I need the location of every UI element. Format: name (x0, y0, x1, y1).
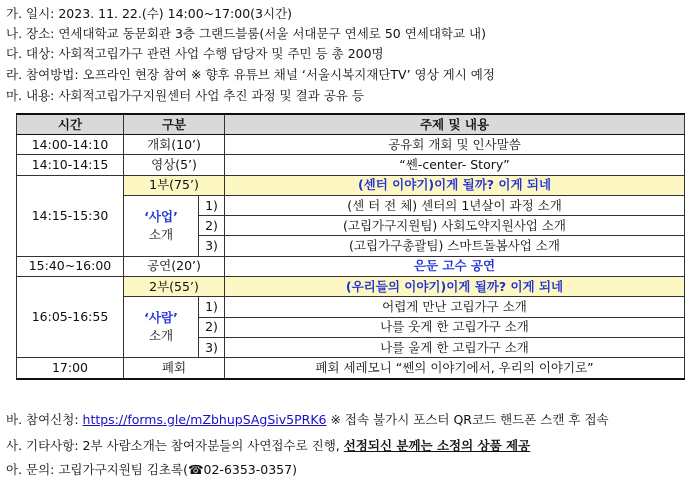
item-text: (고립가구지원팀) 사회도약지원사업 소개 (225, 216, 685, 236)
row-topic: 공유회 개회 및 인사말씀 (225, 135, 685, 155)
header-category: 구분 (124, 114, 225, 135)
item-number: 1) (199, 195, 225, 215)
info-date: 가. 일시: 2023. 11. 22.(수) 14:00~17:00(3시간) (6, 6, 293, 21)
row-time: 14:10-14:15 (17, 155, 124, 175)
apply-prefix: 바. 참여신청: (6, 412, 83, 427)
row-topic: “쎈-center- Story” (225, 155, 685, 175)
row-category: 폐회 (124, 358, 225, 379)
item-number: 2) (199, 317, 225, 337)
etc-line (6, 436, 530, 454)
table-row (17, 277, 685, 297)
row-topic: 은둔 고수 공연 (225, 256, 685, 276)
part1-sub-a: ‘사업’ (144, 208, 178, 224)
apply-suffix: ※ 접속 불가시 포스터 QR코드 핸드폰 스캔 후 접속 (326, 412, 609, 427)
header-topic: 주제 및 내용 (225, 114, 685, 135)
part2-time: 16:05-16:55 (17, 277, 124, 358)
table-row (17, 256, 685, 276)
header-time: 시간 (17, 114, 124, 135)
item-text: (센 터 전 체) 센터의 1년살이 과정 소개 (225, 195, 685, 215)
apply-link[interactable]: https://forms.gle/mZbhupSAgSiv5PRK6 (82, 412, 327, 427)
part1-sub-b: 소개 (148, 226, 174, 242)
row-time: 15:40~16:00 (17, 256, 124, 276)
part2-sub-b: 소개 (148, 328, 174, 344)
row-category: 개회(10’) (124, 135, 225, 155)
row-time: 14:00-14:10 (17, 135, 124, 155)
part1-category: 1부(75’) (124, 175, 225, 195)
item-text: (고립가구총괄팀) 스마트돌봄사업 소개 (225, 236, 685, 256)
row-topic: 폐회 세레모니 “쎈의 이야기에서, 우리의 이야기로” (225, 358, 685, 379)
item-number: 2) (199, 216, 225, 236)
part2-category: 2부(55’) (124, 277, 225, 297)
part1-title: (센터 이야기)이게 될까? 이게 되네 (225, 175, 685, 195)
row-category: 영상(5’) (124, 155, 225, 175)
table-row (17, 358, 685, 379)
part2-title: (우리들의 이야기)이게 될까? 이게 되네 (225, 277, 685, 297)
etc-emphasis: 선정되신 분께는 소정의 상품 제공 (343, 438, 531, 453)
info-content: 마. 내용: 사회적고립가구지원센터 사업 추진 과정 및 결과 공유 등 (6, 88, 364, 103)
apply-line (6, 410, 609, 428)
table-row (17, 175, 685, 195)
row-time: 17:00 (17, 358, 124, 379)
item-text: 어렵게 만난 고립가구 소개 (225, 297, 685, 317)
contact-line: 아. 문의: 고립가구지원팀 김초록(☎02-6353-0357) (6, 462, 297, 477)
part1-subcategory (124, 195, 199, 256)
table-row (17, 135, 685, 155)
table-row (17, 155, 685, 175)
item-number: 1) (199, 297, 225, 317)
item-number: 3) (199, 236, 225, 256)
part1-time: 14:15-15:30 (17, 175, 124, 256)
info-target: 다. 대상: 사회적고립가구 관련 사업 수행 담당자 및 주민 등 총 200명 (6, 46, 384, 61)
info-method: 라. 참여방법: 오프라인 현장 참여 ※ 향후 유튜브 채널 ‘서울시복지재단TV’ 영상 게시 예정 (6, 67, 495, 82)
row-category: 공연(20’) (124, 256, 225, 276)
part2-subcategory (124, 297, 199, 358)
etc-prefix: 사. 기타사항: 2부 사람소개는 참여자분들의 사연접수로 진행, (6, 438, 344, 453)
item-text: 나를 울게 한 고립가구 소개 (225, 337, 685, 357)
schedule-table (16, 113, 685, 380)
item-number: 3) (199, 337, 225, 357)
part2-sub-a: ‘사람’ (144, 310, 178, 326)
info-place: 나. 장소: 연세대학교 동문회관 3층 그랜드블룸(서울 서대문구 연세로 50 연세대학교 내) (6, 26, 487, 41)
table-header-row (17, 114, 685, 135)
item-text: 나를 웃게 한 고립가구 소개 (225, 317, 685, 337)
